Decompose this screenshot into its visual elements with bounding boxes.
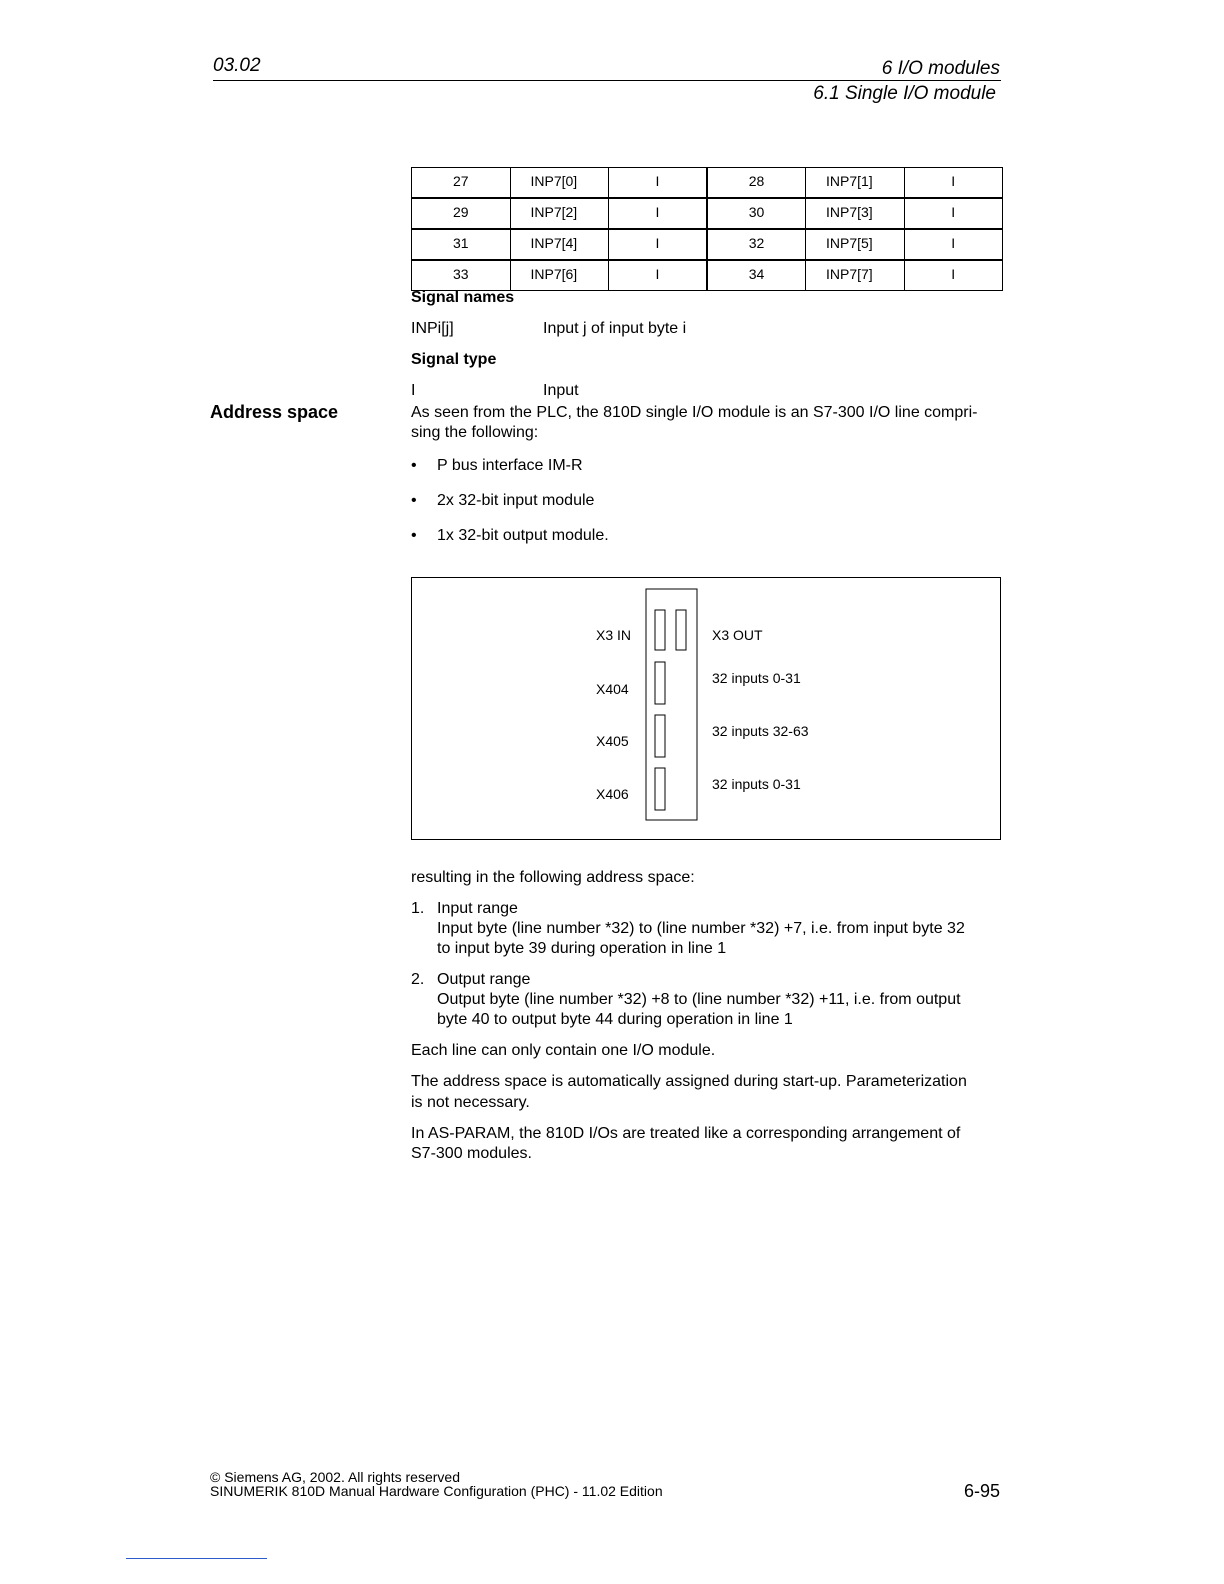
signal-type: I (904, 198, 1003, 229)
module-diagram (411, 577, 1001, 840)
page-number: 6-95 (963, 1481, 1000, 1501)
signal-type: I (904, 260, 1003, 291)
x406-description: 32 inputs 0-31 (712, 776, 801, 792)
pin-number: 32 (707, 229, 806, 260)
x3-out-connector (676, 610, 686, 650)
header-rule (213, 80, 1001, 81)
x3-in-label: X3 IN (596, 627, 632, 643)
signal-type: I (609, 229, 708, 260)
x406-label: X406 (596, 786, 629, 802)
pin-number: 27 (412, 168, 511, 199)
paragraph: Each line can only contain one I/O module. (411, 1042, 716, 1059)
signal-name: INP7[6] (510, 260, 609, 291)
paragraph: is not necessary. (411, 1094, 530, 1111)
signal-type: I (609, 260, 708, 291)
bullet-icon: • (411, 457, 417, 474)
module-housing (646, 589, 697, 820)
x3-in-connector (655, 610, 665, 650)
module-drawing (412, 578, 1000, 839)
address-space-intro-line1: As seen from the PLC, the 810D single I/O module is an S7-300 I/O line compri- (411, 404, 978, 421)
header-section: 6.1 Single I/O module (813, 83, 996, 104)
signal-names-term: INPi[j] (411, 320, 454, 337)
footer-copyright: © Siemens AG, 2002. All rights reserved (210, 1469, 460, 1485)
paragraph: S7-300 modules. (411, 1145, 532, 1162)
signal-type: I (609, 168, 708, 199)
pin-number: 33 (412, 260, 511, 291)
pin-number: 30 (707, 198, 806, 229)
signal-type: I (609, 198, 708, 229)
signal-type: I (904, 229, 1003, 260)
x406-connector (655, 768, 665, 810)
x404-description: 32 inputs 0-31 (712, 670, 801, 686)
bullet-icon: • (411, 492, 417, 509)
x405-connector (655, 715, 665, 757)
signal-names-definition: Input j of input byte i (543, 320, 687, 337)
pin-number: 34 (707, 260, 806, 291)
signal-name: INP7[0] (510, 168, 609, 199)
pin-table (411, 167, 1003, 291)
result-lead: resulting in the following address space: (411, 869, 695, 886)
table-row (412, 229, 1003, 260)
x404-label: X404 (596, 681, 629, 697)
footer-link-underline[interactable] (126, 1558, 267, 1559)
footer-title: SINUMERIK 810D Manual Hardware Configuration (PHC) - 11.02 Edition (210, 1483, 663, 1499)
x405-label: X405 (596, 733, 629, 749)
signal-name: INP7[3] (806, 198, 905, 229)
x3-out-label: X3 OUT (712, 627, 763, 643)
table-row (412, 260, 1003, 291)
table-row (412, 168, 1003, 199)
address-space-intro-line2: sing the following: (411, 424, 539, 441)
address-space-heading: Address space (210, 402, 339, 422)
signal-names-heading: Signal names (411, 289, 515, 306)
x405-description: 32 inputs 32-63 (712, 723, 809, 739)
signal-name: INP7[2] (510, 198, 609, 229)
header-chapter: 6 I/O modules (881, 58, 1000, 79)
paragraph: The address space is automatically assigned during start-up. Parameterization (411, 1073, 967, 1090)
pin-number: 29 (412, 198, 511, 229)
signal-type-heading: Signal type (411, 351, 497, 368)
header-date: 03.02 (213, 55, 261, 76)
signal-name: INP7[1] (806, 168, 905, 199)
pin-number: 28 (707, 168, 806, 199)
signal-type-term: I (411, 382, 416, 399)
x404-connector (655, 662, 665, 704)
pin-number: 31 (412, 229, 511, 260)
signal-type-definition: Input (543, 382, 579, 399)
signal-name: INP7[5] (806, 229, 905, 260)
signal-type: I (904, 168, 1003, 199)
table-row (412, 198, 1003, 229)
paragraph: In AS-PARAM, the 810D I/Os are treated like a corresponding arrangement of (411, 1125, 961, 1142)
signal-name: INP7[7] (806, 260, 905, 291)
bullet-icon: • (411, 527, 417, 544)
signal-name: INP7[4] (510, 229, 609, 260)
